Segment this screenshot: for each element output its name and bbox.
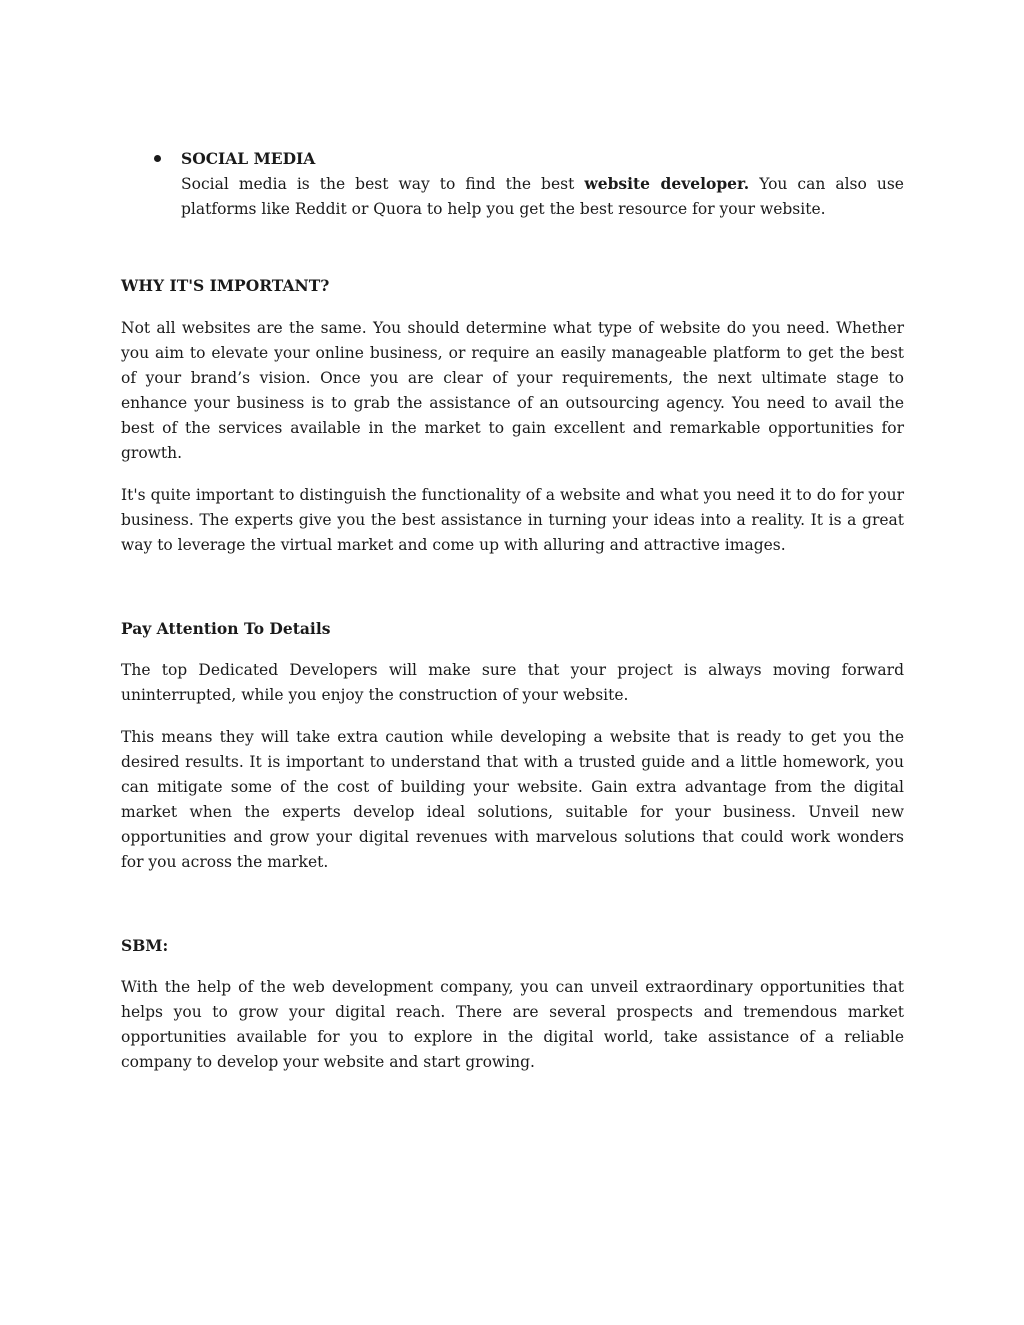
pay-attention-heading: Pay Attention To Details — [121, 619, 331, 638]
sbm-heading: SBM: — [121, 936, 169, 955]
document-page — [121, 146, 904, 1075]
social-media-text-bold: website developer. — [584, 174, 750, 193]
bullet-icon — [154, 155, 161, 162]
why-important-paragraph-1: Not all websites are the same. You should determine what type of website do you need. Whether you aim to elevate your online business, or require an easily manageable platform to get the best of your brand’s vision. Once you are clear of your requirements, the next ultimate stage to enhance your business is to grab the assistance of an outsourcing agency. You need to avail the best of the services available in the market to gain excellent and remarkable opportunities for growth. — [121, 319, 904, 462]
why-important-paragraph-2: It's quite important to distinguish the functionality of a website and what you need it to do for your business. The experts give you the best assistance in turning your ideas into a reality. It is a great way to leverage the virtual market and come up with alluring and attractive images. — [121, 486, 904, 554]
pay-attention-paragraph-2: This means they will take extra caution while developing a website that is ready to get you the desired results. It is important to understand that with a trusted guide and a little homework, you can mitigate some of the cost of building your website. Gain extra advantage from the digital market when the experts develop ideal solutions, suitable for your business. Unveil new opportunities and grow your digital revenues with marvelous solutions that could work wonders for you across the market. — [121, 728, 904, 871]
why-important-heading: WHY IT'S IMPORTANT? — [121, 276, 330, 295]
social-media-text-after: You can also use platforms like Reddit or Quora to help you get the best resource for your website. — [181, 175, 904, 218]
pay-attention-paragraph-1: The top Dedicated Developers will make sure that your project is always moving forward uninterrupted, while you enjoy the construction of your website. — [121, 661, 904, 704]
social-media-text-before: Social media is the best way to find the best — [181, 175, 585, 193]
social-media-bullet — [121, 146, 904, 222]
social-media-text — [181, 171, 904, 222]
social-media-title: SOCIAL MEDIA — [181, 149, 316, 168]
sbm-paragraph-1: With the help of the web development company, you can unveil extraordinary opportunities that helps you to grow your digital reach. There are several prospects and tremendous market opportunities available for you to explore in the digital world, take assistance of a reliable company to develop your website and start growing. — [121, 978, 904, 1071]
